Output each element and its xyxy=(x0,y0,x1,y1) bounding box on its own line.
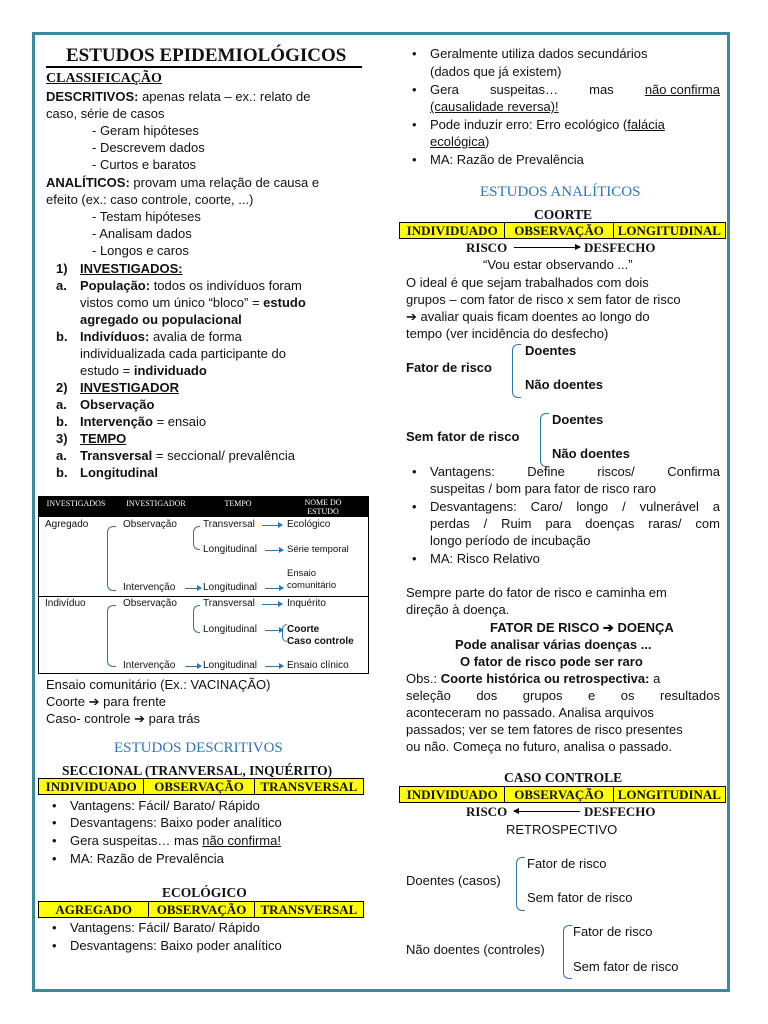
note-coorte: Coorte ➔ para frente xyxy=(46,694,167,709)
risco-label: RISCO xyxy=(466,240,508,255)
ecologico-class-row xyxy=(38,901,364,918)
observacao-label: Observação xyxy=(80,397,155,412)
bullet-continuation: (dados que já existem) xyxy=(430,64,562,79)
transversal-cell: Transversal xyxy=(203,519,255,530)
bullet: • Vantagens: Define riscos/ Confirma xyxy=(430,463,720,480)
seccional-title: SECCIONAL (TRANVERSAL, INQUÉRITO) xyxy=(62,763,333,778)
bullet: • Desvantagens: Baixo poder analítico xyxy=(70,937,282,954)
estudos-analiticos-heading: ESTUDOS ANALÍTICOS xyxy=(480,184,641,200)
title-rule xyxy=(46,66,362,68)
populacao-line3: agregado ou populacional xyxy=(80,312,242,327)
coorte-class-row xyxy=(399,222,726,239)
brace xyxy=(193,526,200,550)
arrow-right-icon xyxy=(262,525,282,526)
bullet: • MA: Razão de Prevalência xyxy=(70,850,224,867)
brace xyxy=(540,413,549,467)
individuos-line3: estudo = individuado xyxy=(80,363,207,378)
anal-item: - Testam hipóteses xyxy=(92,209,201,224)
bullet-continuation: longo período de incubação xyxy=(430,533,591,548)
table-divider xyxy=(39,596,368,597)
retrospectivo-label: RETROSPECTIVO xyxy=(506,822,618,837)
doentes-label: Doentes xyxy=(525,343,577,358)
bullet-continuation: perdas / Ruim para doenças raras/ com xyxy=(430,516,720,531)
nao-doentes-controles-label: Não doentes (controles) xyxy=(406,942,545,957)
class-cell: INDIVIDUADO xyxy=(39,779,144,794)
longitudinal-label: Longitudinal xyxy=(80,465,158,480)
investigador-heading: INVESTIGADOR xyxy=(80,380,179,395)
brace xyxy=(563,925,572,979)
seccional-class-row xyxy=(38,778,364,795)
class-cell: OBSERVAÇÃO xyxy=(505,787,613,802)
fator-risco-label: Fator de risco xyxy=(406,360,492,375)
individuo-cell: Indivíduo xyxy=(45,598,86,609)
item-letter: b. xyxy=(56,414,68,429)
section-number: 1) xyxy=(56,261,68,276)
nao-doentes-label: Não doentes xyxy=(552,446,631,461)
obs-continuation: ou não. Começa no futuro, analisa o passado. xyxy=(406,739,672,754)
brace xyxy=(512,344,521,398)
desc-item: - Descrevem dados xyxy=(92,140,205,155)
bullet-continuation: ecológica) xyxy=(430,134,490,149)
desc-item: - Geram hipóteses xyxy=(92,123,199,138)
item-letter: b. xyxy=(56,329,68,344)
header-investigador: INVESTIGADOR xyxy=(126,499,186,508)
arrow-right-icon xyxy=(262,604,282,605)
anal-item: - Analisam dados xyxy=(92,226,192,241)
sem-fator-risco-item: Sem fator de risco xyxy=(573,959,679,974)
arrow-right-icon xyxy=(265,550,283,551)
obs-continuation: seleção dos grupos e os resultados xyxy=(406,688,720,703)
longitudinal-cell: Longitudinal xyxy=(203,544,257,555)
populacao-line2: vistos como um único “bloco” = estudo xyxy=(80,295,306,310)
inquerito-cell: Inquérito xyxy=(287,598,326,609)
caso-controle-title: CASO CONTROLE xyxy=(504,770,623,785)
arrow-right-icon xyxy=(265,666,283,667)
obs-line: Obs.: Coorte histórica ou retrospectiva: a xyxy=(406,671,661,686)
ensaio-comunitario-cell-1: Ensaio xyxy=(287,568,317,579)
section-number: 3) xyxy=(56,431,68,446)
item-letter: a. xyxy=(56,278,67,293)
investigados-heading: INVESTIGADOS: xyxy=(80,261,183,276)
class-cell: LONGITUDINAL xyxy=(617,223,721,238)
class-cell: OBSERVAÇÃO xyxy=(144,779,254,794)
brace xyxy=(193,605,200,633)
doentes-label: Doentes xyxy=(552,412,604,427)
class-cell: INDIVIDUADO xyxy=(400,223,505,238)
brace xyxy=(516,857,525,911)
individuos-line2: individualizada cada participante do xyxy=(80,346,286,361)
analiticos-line2: efeito (ex.: caso controle, coorte, ...) xyxy=(46,192,254,207)
sem-fator-risco-item: Sem fator de risco xyxy=(527,890,633,905)
bullet: • Geralmente utiliza dados secundários xyxy=(430,45,648,62)
class-cell: OBSERVAÇÃO xyxy=(505,223,613,238)
coorte-title: COORTE xyxy=(534,207,593,222)
bullet: • MA: Razão de Prevalência xyxy=(430,151,584,168)
bullet: • Vantagens: Fácil/ Barato/ Rápido xyxy=(70,919,260,936)
descritivos-line1: DESCRITIVOS: apenas relata – ex.: relato de xyxy=(46,89,311,104)
arrow-left-icon xyxy=(514,811,580,812)
longitudinal-cell: Longitudinal xyxy=(203,582,257,593)
pode-analisar: Pode analisar várias doenças ... xyxy=(455,637,652,652)
class-cell: TRANSVERSAL xyxy=(260,902,358,917)
bullet: • Vantagens: Fácil/ Barato/ Rápido xyxy=(70,797,260,814)
intervencao-cell: Intervenção xyxy=(123,660,176,671)
estudos-descritivos-heading: ESTUDOS DESCRITIVOS xyxy=(114,740,283,756)
class-cell: OBSERVAÇÃO xyxy=(149,902,254,917)
doentes-casos-label: Doentes (casos) xyxy=(406,873,501,888)
ensaio-clinico-cell: Ensaio clínico xyxy=(287,660,349,671)
populacao-line1: População: todos os indivíduos foram xyxy=(80,278,302,293)
bullet: • MA: Risco Relativo xyxy=(430,550,540,567)
ecologico-title: ECOLÓGICO xyxy=(162,885,247,900)
fator-risco-item: Fator de risco xyxy=(573,924,653,939)
item-letter: a. xyxy=(56,397,67,412)
caso-class-row xyxy=(399,786,726,803)
brace xyxy=(107,605,116,667)
class-cell: INDIVIDUADO xyxy=(400,787,505,802)
classificacao-heading: CLASSIFICAÇÃO xyxy=(46,71,162,86)
header-investigados: INVESTIGADOS xyxy=(46,499,106,508)
anal-item: - Longos e caros xyxy=(92,243,189,258)
classification-table xyxy=(38,496,369,674)
risco-label: RISCO xyxy=(466,804,508,819)
coorte-quote: “Vou estar observando ...” xyxy=(483,257,633,272)
desc-item: - Curtos e baratos xyxy=(92,157,197,172)
ensaio-comunitario-cell-2: comunitário xyxy=(287,580,337,591)
sem-fator-risco-label: Sem fator de risco xyxy=(406,429,520,444)
nao-doentes-label: Não doentes xyxy=(525,377,604,392)
bullet: • Gera suspeitas… mas não confirma! xyxy=(70,832,281,849)
arrow-right-icon: ➔ xyxy=(134,711,146,726)
fator-doenca-line: FATOR DE RISCO ➔ DOENÇA xyxy=(490,620,674,635)
bullet: • Pode induzir erro: Erro ecológico (falácia xyxy=(430,116,665,133)
desfecho-label: DESFECHO xyxy=(584,804,656,819)
caso-controle-cell: Caso controle xyxy=(287,636,354,647)
paragraph-line: direção à doença. xyxy=(406,602,510,617)
fator-risco-item: Fator de risco xyxy=(527,856,607,871)
paragraph-line: Sempre parte do fator de risco e caminha em xyxy=(406,585,667,600)
arrow-right-icon xyxy=(514,247,580,248)
bullet-continuation: suspeitas / bom para fator de risco raro xyxy=(430,481,657,496)
paragraph-line: grupos – com fator de risco x sem fator de risco xyxy=(406,292,681,307)
item-letter: a. xyxy=(56,448,67,463)
bullet: • Desvantagens: Baixo poder analítico xyxy=(70,814,282,831)
tempo-heading: TEMPO xyxy=(80,431,127,446)
bullet: • Desvantagens: Caro/ longo / vulnerável a xyxy=(430,498,720,515)
desfecho-label: DESFECHO xyxy=(584,240,656,255)
transversal-line: Transversal = seccional/ prevalência xyxy=(80,448,296,463)
brace xyxy=(107,526,116,591)
paragraph-line: tempo (ver incidência do desfecho) xyxy=(406,326,609,341)
table-header xyxy=(39,497,368,517)
observacao-cell: Observação xyxy=(123,519,177,530)
bullet-continuation: (causalidade reversa)! xyxy=(430,99,559,114)
arrow-right-icon xyxy=(265,588,283,589)
observacao-cell: Observação xyxy=(123,598,177,609)
class-cell: LONGITUDINAL xyxy=(617,787,721,802)
header-nome-estudo: NOME DO ESTUDO xyxy=(304,498,342,516)
intervencao-line: Intervenção = ensaio xyxy=(80,414,207,429)
arrow-right-icon xyxy=(185,666,201,667)
fator-raro: O fator de risco pode ser raro xyxy=(460,654,643,669)
analiticos-line1: ANALÍTICOS: provam uma relação de causa e xyxy=(46,175,320,190)
item-letter: b. xyxy=(56,465,68,480)
obs-continuation: aconteceram no passado. Analisa arquivos xyxy=(406,705,654,720)
agregado-cell: Agregado xyxy=(45,519,89,530)
arrow-right-icon xyxy=(185,588,201,589)
intervencao-cell: Intervenção xyxy=(123,582,176,593)
ecologico-cell: Ecológico xyxy=(287,519,331,530)
arrow-right-icon xyxy=(265,630,283,631)
section-number: 2) xyxy=(56,380,68,395)
paragraph-line: O ideal é que sejam trabalhados com dois xyxy=(406,275,649,290)
page-title: ESTUDOS EPIDEMIOLÓGICOS xyxy=(66,45,347,66)
longitudinal-cell: Longitudinal xyxy=(203,624,257,635)
transversal-cell: Transversal xyxy=(203,598,255,609)
serie-temporal-cell: Série temporal xyxy=(287,544,349,555)
coorte-cell: Coorte xyxy=(287,624,320,635)
arrow-right-icon: ➔ xyxy=(602,620,614,635)
individuos-line1: Indivíduos: avalia de forma xyxy=(80,329,242,344)
descritivos-line2: caso, série de casos xyxy=(46,106,165,121)
longitudinal-cell: Longitudinal xyxy=(203,660,257,671)
arrow-right-icon: ➔ xyxy=(406,309,417,324)
class-cell: TRANSVERSAL xyxy=(260,779,358,794)
class-cell: AGREGADO xyxy=(39,902,149,917)
bullet: • Gera suspeitas… mas não confirma xyxy=(430,81,720,98)
note-ensaio: Ensaio comunitário (Ex.: VACINAÇÃO) xyxy=(46,677,271,692)
paragraph-line: ➔ avaliar quais ficam doentes ao longo do xyxy=(406,309,650,324)
note-caso-controle: Caso- controle ➔ para trás xyxy=(46,711,200,726)
obs-continuation: passados; ver se tem fatores de risco presentes xyxy=(406,722,683,737)
header-tempo: TEMPO xyxy=(224,499,252,508)
arrow-right-icon: ➔ xyxy=(88,694,100,709)
